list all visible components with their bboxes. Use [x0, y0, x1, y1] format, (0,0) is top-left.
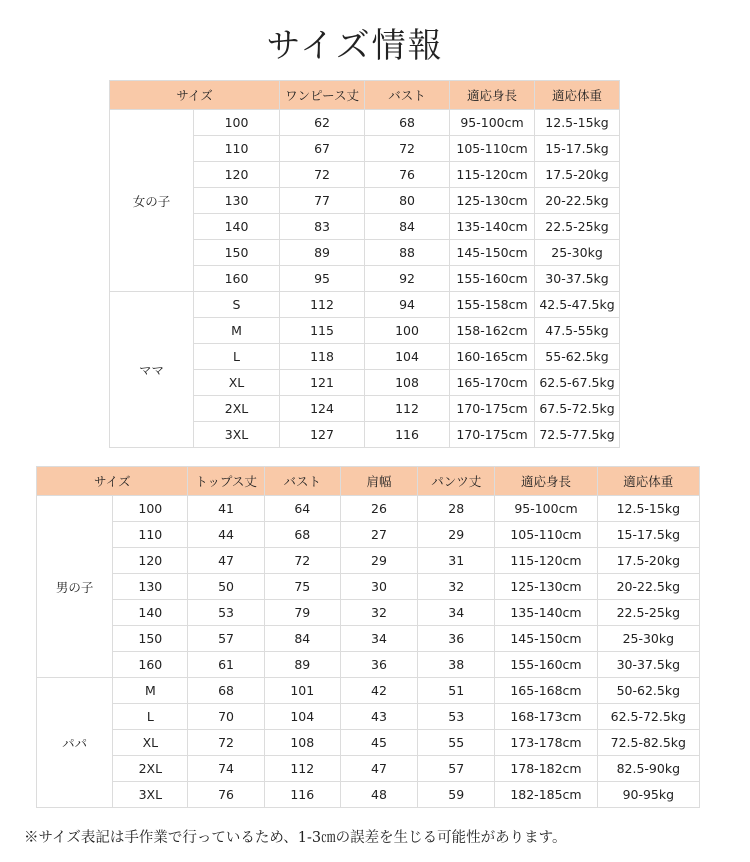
table-cell: 29 [340, 548, 417, 574]
table-cell: 25-30kg [597, 626, 699, 652]
table-cell: 116 [264, 782, 340, 808]
table-cell: 17.5-20kg [535, 162, 620, 188]
table-cell: 67 [280, 136, 365, 162]
table-cell: 125-130cm [450, 188, 535, 214]
table-cell: 165-170cm [450, 370, 535, 396]
table-cell: 68 [188, 678, 264, 704]
table-row [37, 782, 700, 808]
table-cell: 27 [340, 522, 417, 548]
table-cell: XL [194, 370, 280, 396]
table-cell: 170-175cm [450, 422, 535, 448]
table-cell: 140 [194, 214, 280, 240]
table-cell: 75 [264, 574, 340, 600]
table-cell: 130 [113, 574, 188, 600]
table-cell: 30 [340, 574, 417, 600]
table-row [37, 626, 700, 652]
table-cell: 38 [418, 652, 495, 678]
table-cell: 12.5-15kg [597, 496, 699, 522]
table-cell: 155-158cm [450, 292, 535, 318]
header-bust: バスト [365, 81, 450, 110]
table-cell: 89 [264, 652, 340, 678]
table-cell: 105-110cm [495, 522, 597, 548]
table-cell: 182-185cm [495, 782, 597, 808]
table-cell: 125-130cm [495, 574, 597, 600]
table-cell: 80 [365, 188, 450, 214]
table-cell: 77 [280, 188, 365, 214]
table-cell: 83 [280, 214, 365, 240]
table-row [37, 756, 700, 782]
table-cell: 76 [188, 782, 264, 808]
table-cell: 59 [418, 782, 495, 808]
table-cell: 112 [280, 292, 365, 318]
table-cell: 3XL [113, 782, 188, 808]
header-weight: 適応体重 [597, 467, 699, 496]
table-cell: 124 [280, 396, 365, 422]
table-cell: 90-95kg [597, 782, 699, 808]
table-cell: 115-120cm [450, 162, 535, 188]
table-cell: 15-17.5kg [535, 136, 620, 162]
table-cell: 29 [418, 522, 495, 548]
table-cell: 72.5-77.5kg [535, 422, 620, 448]
table-cell: 178-182cm [495, 756, 597, 782]
size-table-girls-mama [109, 80, 620, 448]
table-cell: 48 [340, 782, 417, 808]
table-cell: 115-120cm [495, 548, 597, 574]
table-cell: 84 [365, 214, 450, 240]
table-cell: 120 [194, 162, 280, 188]
table-cell: 145-150cm [495, 626, 597, 652]
table-cell: 64 [264, 496, 340, 522]
header-weight: 適応体重 [535, 81, 620, 110]
table-cell: 116 [365, 422, 450, 448]
table-cell: 44 [188, 522, 264, 548]
table-cell: 15-17.5kg [597, 522, 699, 548]
group-label: 男の子 [37, 496, 113, 678]
table-cell: 112 [365, 396, 450, 422]
table-cell: 88 [365, 240, 450, 266]
table-cell: 42.5-47.5kg [535, 292, 620, 318]
table-row [37, 704, 700, 730]
table-row [37, 522, 700, 548]
table-cell: 32 [340, 600, 417, 626]
table-cell: 57 [418, 756, 495, 782]
header-top-length: トップス丈 [188, 467, 264, 496]
table-cell: 84 [264, 626, 340, 652]
table-cell: 36 [340, 652, 417, 678]
table-cell: 94 [365, 292, 450, 318]
table-cell: 72.5-82.5kg [597, 730, 699, 756]
table-cell: 51 [418, 678, 495, 704]
table-cell: 158-162cm [450, 318, 535, 344]
table-cell: 34 [418, 600, 495, 626]
table-cell: 31 [418, 548, 495, 574]
header-height: 適応身長 [495, 467, 597, 496]
table-cell: 62.5-72.5kg [597, 704, 699, 730]
table-cell: 76 [365, 162, 450, 188]
table-cell: 95-100cm [495, 496, 597, 522]
table-cell: 155-160cm [495, 652, 597, 678]
table-cell: 115 [280, 318, 365, 344]
table-header-row [110, 81, 620, 110]
table-cell: 140 [113, 600, 188, 626]
table-row [37, 652, 700, 678]
table-cell: 22.5-25kg [535, 214, 620, 240]
table-row [110, 110, 620, 136]
table-cell: 110 [113, 522, 188, 548]
table-cell: 22.5-25kg [597, 600, 699, 626]
table-header-row [37, 467, 700, 496]
table-row [37, 574, 700, 600]
table-cell: 105-110cm [450, 136, 535, 162]
table-cell: 101 [264, 678, 340, 704]
table-cell: 104 [264, 704, 340, 730]
table-cell: 32 [418, 574, 495, 600]
table-row [37, 678, 700, 704]
table-cell: 95-100cm [450, 110, 535, 136]
header-bust: バスト [264, 467, 340, 496]
table-cell: 57 [188, 626, 264, 652]
table-cell: 155-160cm [450, 266, 535, 292]
table-cell: 92 [365, 266, 450, 292]
table-cell: XL [113, 730, 188, 756]
table-cell: 130 [194, 188, 280, 214]
table-cell: 45 [340, 730, 417, 756]
table-cell: 26 [340, 496, 417, 522]
table-cell: 160 [194, 266, 280, 292]
table-cell: 72 [280, 162, 365, 188]
table-cell: 2XL [113, 756, 188, 782]
table-cell: 36 [418, 626, 495, 652]
table-cell: M [194, 318, 280, 344]
table-cell: 47 [188, 548, 264, 574]
table-cell: 100 [365, 318, 450, 344]
table-cell: 104 [365, 344, 450, 370]
table-cell: 95 [280, 266, 365, 292]
table-cell: 20-22.5kg [535, 188, 620, 214]
group-label: パパ [37, 678, 113, 808]
group-label: 女の子 [110, 110, 194, 292]
table-cell: L [194, 344, 280, 370]
table-cell: 118 [280, 344, 365, 370]
table-cell: M [113, 678, 188, 704]
table-cell: 62 [280, 110, 365, 136]
table-cell: 150 [113, 626, 188, 652]
table-cell: 173-178cm [495, 730, 597, 756]
table-cell: 112 [264, 756, 340, 782]
table-cell: 2XL [194, 396, 280, 422]
table-cell: 17.5-20kg [597, 548, 699, 574]
table-cell: 53 [418, 704, 495, 730]
table-cell: 100 [194, 110, 280, 136]
header-size: サイズ [37, 467, 188, 496]
table-cell: 61 [188, 652, 264, 678]
table-row [37, 730, 700, 756]
table-cell: 145-150cm [450, 240, 535, 266]
table-cell: 55 [418, 730, 495, 756]
header-shoulder: 肩幅 [340, 467, 417, 496]
table-cell: 41 [188, 496, 264, 522]
table-cell: 28 [418, 496, 495, 522]
table-cell: 135-140cm [450, 214, 535, 240]
table-cell: 121 [280, 370, 365, 396]
table-cell: 53 [188, 600, 264, 626]
table-cell: 72 [188, 730, 264, 756]
table-cell: 50-62.5kg [597, 678, 699, 704]
table-cell: 72 [365, 136, 450, 162]
table-cell: 110 [194, 136, 280, 162]
table-cell: 42 [340, 678, 417, 704]
table-cell: 120 [113, 548, 188, 574]
table-cell: 100 [113, 496, 188, 522]
table-row [37, 496, 700, 522]
table-cell: S [194, 292, 280, 318]
table-cell: 68 [264, 522, 340, 548]
table-cell: 168-173cm [495, 704, 597, 730]
header-height: 適応身長 [450, 81, 535, 110]
table-cell: 79 [264, 600, 340, 626]
table-cell: 72 [264, 548, 340, 574]
table-row [37, 600, 700, 626]
table-cell: 108 [365, 370, 450, 396]
table-cell: 30-37.5kg [535, 266, 620, 292]
table-cell: 160-165cm [450, 344, 535, 370]
disclaimer-note: ※サイズ表記は手作業で行っているため、1-3㎝の誤差を生じる可能性があります。 [24, 830, 567, 846]
table-body [110, 110, 620, 448]
table-cell: 150 [194, 240, 280, 266]
table-cell: 67.5-72.5kg [535, 396, 620, 422]
table-cell: 43 [340, 704, 417, 730]
table-cell: 25-30kg [535, 240, 620, 266]
table-cell: L [113, 704, 188, 730]
table-cell: 3XL [194, 422, 280, 448]
header-size: サイズ [110, 81, 280, 110]
table-cell: 89 [280, 240, 365, 266]
page-title: サイズ情報 [266, 26, 444, 66]
table-cell: 68 [365, 110, 450, 136]
group-label: ママ [110, 292, 194, 448]
table-cell: 34 [340, 626, 417, 652]
table-row [110, 292, 620, 318]
table-cell: 62.5-67.5kg [535, 370, 620, 396]
table-cell: 55-62.5kg [535, 344, 620, 370]
header-pants-length: パンツ丈 [418, 467, 495, 496]
table-cell: 47 [340, 756, 417, 782]
table-body [37, 496, 700, 808]
table-cell: 170-175cm [450, 396, 535, 422]
table-cell: 165-168cm [495, 678, 597, 704]
table-cell: 108 [264, 730, 340, 756]
table-cell: 160 [113, 652, 188, 678]
table-cell: 135-140cm [495, 600, 597, 626]
header-dress-length: ワンピース丈 [280, 81, 365, 110]
table-row [37, 548, 700, 574]
table-cell: 30-37.5kg [597, 652, 699, 678]
table-cell: 12.5-15kg [535, 110, 620, 136]
size-table-boys-papa [36, 466, 700, 808]
table-cell: 70 [188, 704, 264, 730]
table-cell: 82.5-90kg [597, 756, 699, 782]
table-cell: 47.5-55kg [535, 318, 620, 344]
table-cell: 20-22.5kg [597, 574, 699, 600]
table-cell: 74 [188, 756, 264, 782]
table-cell: 50 [188, 574, 264, 600]
table-cell: 127 [280, 422, 365, 448]
